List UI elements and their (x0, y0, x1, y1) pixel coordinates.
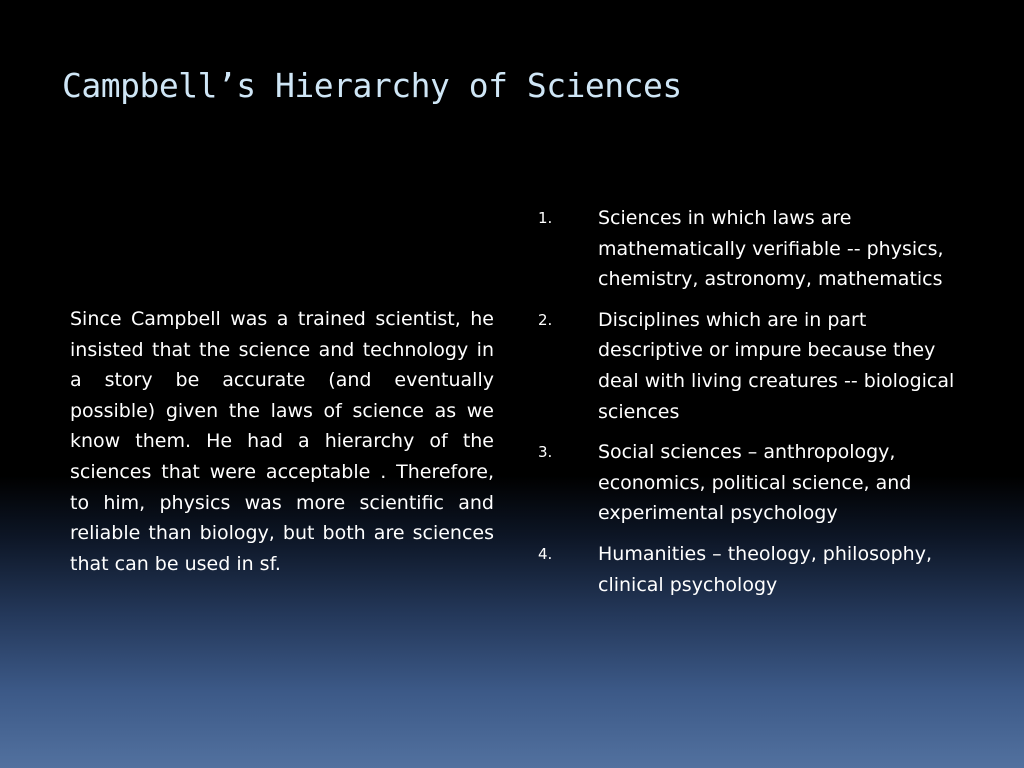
list-item-3 (538, 437, 958, 529)
list-text: Disciplines which are in part descriptive or impure because they deal with living creatures -- biological sciences (598, 308, 955, 423)
hierarchy-list (538, 203, 958, 610)
body-paragraph: Since Campbell was a trained scientist, he insisted that the science and technology in a story be accurate (and eventually possible) given the laws of science as we know them. He had a hierarchy of the sciences that were acceptable . Therefore, to him, physics was more scientific and reliable than biology, but both are sciences that can be used in sf. (70, 308, 494, 575)
list-item-1 (538, 203, 958, 295)
list-number: 2. (538, 310, 553, 329)
list-item-4 (538, 539, 958, 600)
list-text: Sciences in which laws are mathematically verifiable -- physics, chemistry, astronomy, mathematics (598, 207, 944, 291)
list-number: 3. (538, 443, 553, 462)
list-number: 4. (538, 544, 553, 563)
list-text: Social sciences – anthropology, economics, political science, and experimental psychology (598, 441, 912, 525)
list-item-2 (538, 305, 958, 427)
slide-title: Campbell’s Hierarchy of Sciences (62, 66, 682, 105)
list-text: Humanities – theology, philosophy, clinical psychology (598, 542, 932, 596)
list-number: 1. (538, 209, 553, 227)
